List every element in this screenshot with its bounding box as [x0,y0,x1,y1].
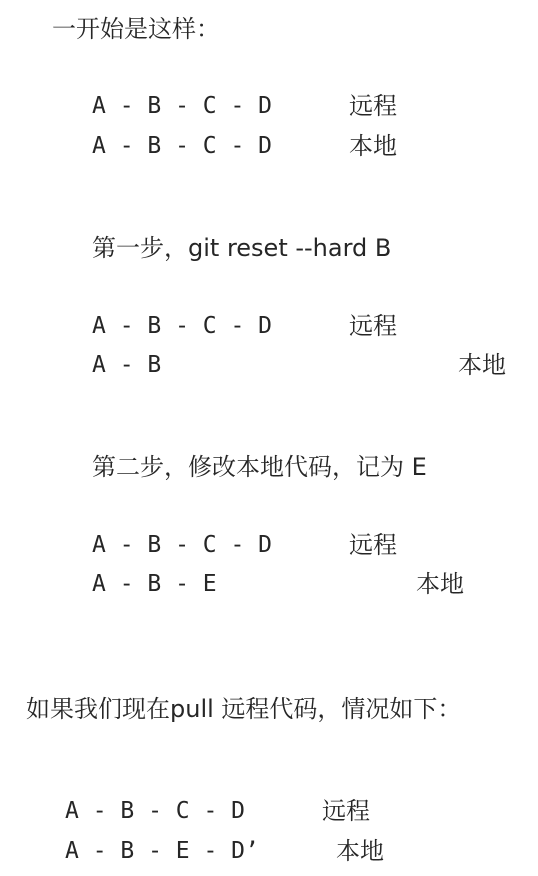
step1-remote-chain: A - B - C - D [92,313,273,339]
step2-text: 第二步，修改本地代码，记为 E [92,453,427,481]
step2-local-chain: A - B - E [92,571,217,597]
step2-remote-chain: A - B - C - D [92,532,273,558]
step1-remote-label: 远程 [349,312,397,340]
block1-remote-label: 远程 [349,92,397,120]
pull-remote-chain: A - B - C - D [65,798,246,824]
pull-remote-label: 远程 [322,797,370,825]
pull-local-label: 本地 [336,837,384,865]
step1-local-label: 本地 [458,351,506,379]
intro-text: 一开始是这样： [52,15,220,43]
step1-text: 第一步，git reset --hard B [92,234,392,262]
step2-local-label: 本地 [416,570,464,598]
block1-local-chain: A - B - C - D [92,133,273,159]
pull-local-chain: A - B - E - D’ [65,838,259,864]
pull-text: 如果我们现在pull 远程代码，情况如下： [26,695,462,723]
block1-local-label: 本地 [349,132,397,160]
block1-remote-chain: A - B - C - D [92,93,273,119]
step2-remote-label: 远程 [349,531,397,559]
step1-local-chain: A - B [92,352,162,378]
